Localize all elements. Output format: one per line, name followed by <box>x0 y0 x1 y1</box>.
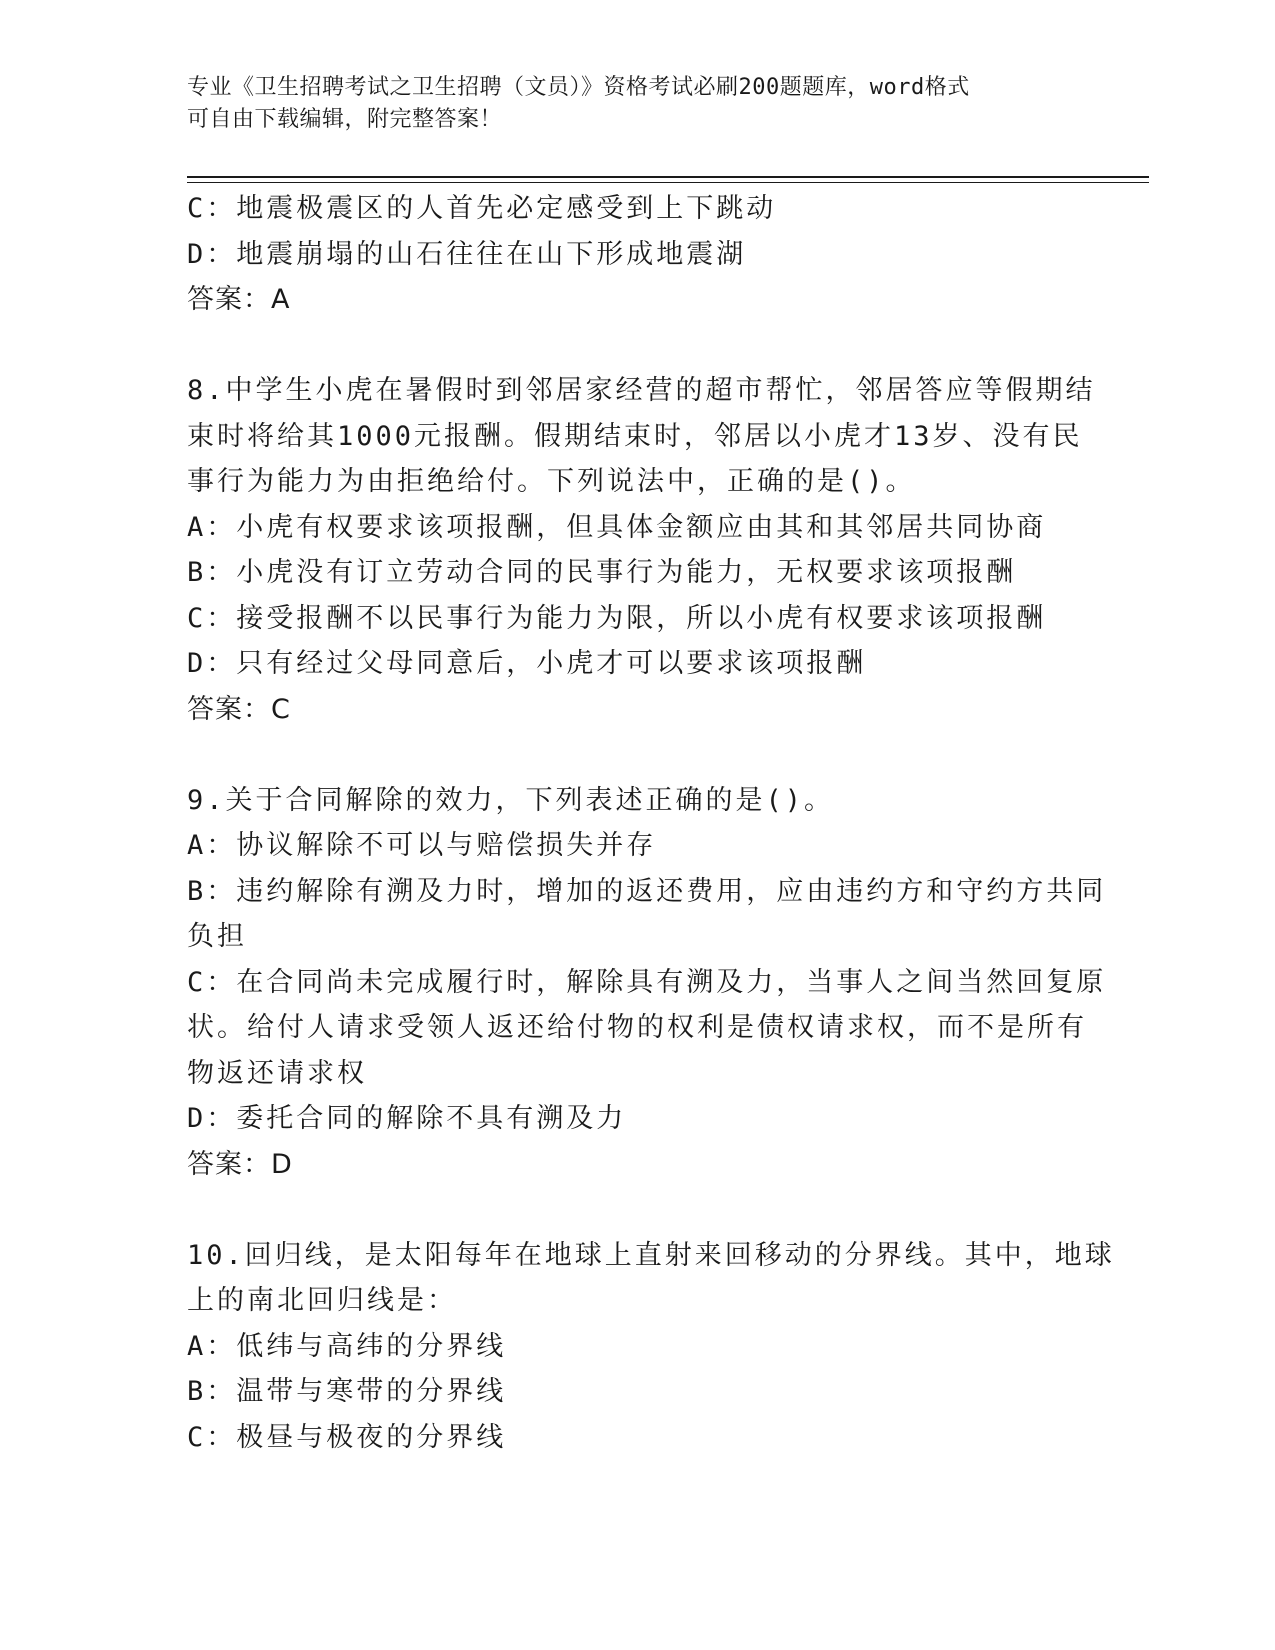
header-title-line-2: 可自由下载编辑，附完整答案！ <box>187 107 503 132</box>
q10-option-c: C：极昼与极夜的分界线 <box>187 1421 507 1453</box>
q9-option-c-line-3: 物返还请求权 <box>187 1057 367 1089</box>
question-7 <box>187 186 1087 323</box>
question-9 <box>187 778 1107 1188</box>
question-8 <box>187 368 1096 732</box>
q9-option-c-line-2: 状。给付人请求受领人返还给付物的权利是债权请求权，而不是所有 <box>187 1012 1087 1043</box>
q9-option-c-line-1: C：在合同尚未完成履行时，解除具有溯及力，当事人之间当然回复原 <box>187 966 1107 998</box>
spacer <box>187 1187 1087 1233</box>
q9-option-b-line-2: 负担 <box>187 921 247 952</box>
q9-option-a: A：协议解除不可以与赔偿损失并存 <box>187 830 657 861</box>
q10-stem-line-1: 10.回归线，是太阳每年在地球上直射来回移动的分界线。其中，地球 <box>187 1239 1115 1271</box>
q9-answer: 答案：D <box>187 1148 293 1180</box>
q10-option-b: B：温带与寒带的分界线 <box>187 1376 507 1407</box>
q8-option-b: B：小虎没有订立劳动合同的民事行为能力，无权要求该项报酬 <box>187 557 1017 588</box>
q9-option-d: D：委托合同的解除不具有溯及力 <box>187 1103 627 1134</box>
q9-option-b-line-1: B：违约解除有溯及力时，增加的返还费用，应由违约方和守约方共同 <box>187 875 1107 907</box>
q7-answer: 答案：A <box>187 284 291 315</box>
spacer <box>187 732 1087 778</box>
q8-stem-line-1: 8.中学生小虎在暑假时到邻居家经营的超市帮忙，邻居答应等假期结 <box>187 375 1096 406</box>
q8-stem-line-2: 束时将给其1000元报酬。假期结束时，邻居以小虎才13岁、没有民 <box>187 420 1083 452</box>
header-rule-thick <box>187 176 1149 178</box>
q8-option-a: A：小虎有权要求该项报酬，但具体金额应由其和其邻居共同协商 <box>187 511 1047 543</box>
q7-option-d: D：地震崩塌的山石往往在山下形成地震湖 <box>187 238 747 270</box>
q7-option-c: C：地震极震区的人首先必定感受到上下跳动 <box>187 193 777 224</box>
spacer <box>187 323 1087 369</box>
q8-stem-line-3: 事行为能力为由拒绝给付。下列说法中，正确的是()。 <box>187 466 916 497</box>
question-content <box>187 186 1115 1460</box>
page-header <box>187 72 1067 136</box>
q8-answer: 答案：C <box>187 693 291 725</box>
q9-stem: 9.关于合同解除的效力，下列表述正确的是()。 <box>187 784 835 816</box>
q10-stem-line-2: 上的南北回归线是： <box>187 1285 457 1316</box>
q8-option-c: C：接受报酬不以民事行为能力为限，所以小虎有权要求该项报酬 <box>187 602 1047 634</box>
header-rule-thin <box>187 182 1149 183</box>
header-title-line-1: 专业《卫生招聘考试之卫生招聘（文员）》资格考试必刷200题题库，word格式 <box>187 75 970 100</box>
question-10 <box>187 1233 1115 1461</box>
q8-option-d: D：只有经过父母同意后，小虎才可以要求该项报酬 <box>187 648 867 679</box>
q10-option-a: A：低纬与高纬的分界线 <box>187 1330 507 1362</box>
